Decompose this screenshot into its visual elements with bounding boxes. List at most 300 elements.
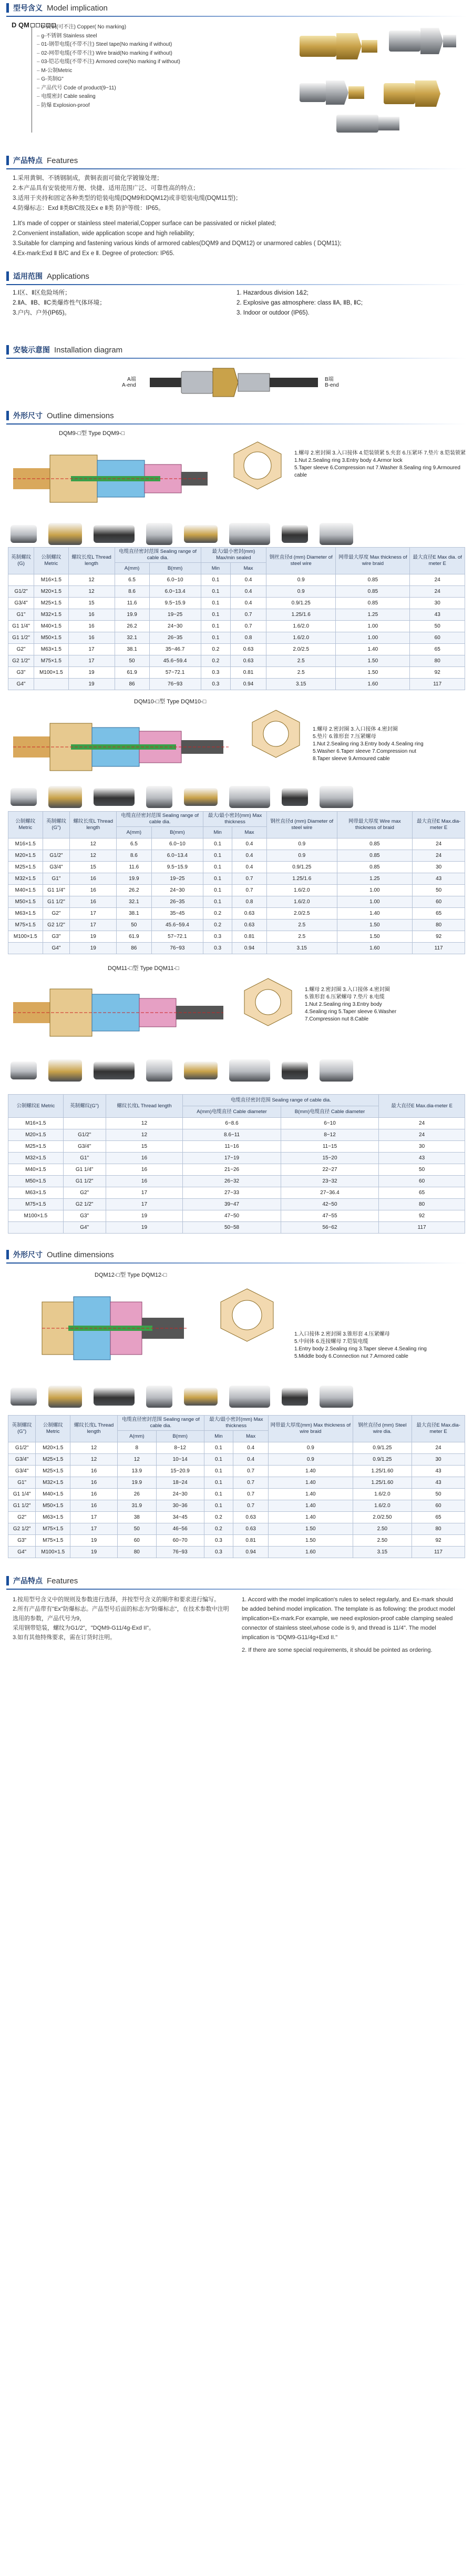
dqm10-spec-table	[8, 811, 465, 954]
outline-section-2	[0, 1247, 473, 1264]
table-cell: M25×1.5	[36, 1454, 70, 1466]
table-cell: 1.40	[337, 908, 413, 920]
table-cell: M20×1.5	[8, 1129, 64, 1141]
table-cell: 1.40	[269, 1466, 353, 1477]
part-photo	[94, 788, 135, 806]
table-header-cell: 最大直径E Max.dia-meter E	[412, 1416, 465, 1442]
feature-cn-line: 3.适用于夹持和固定各种类型的铠装电缆(DQM9和DQM12)或非铠装电缆(DQM11型)；	[13, 195, 242, 201]
table-cell: 0.81	[233, 1535, 269, 1547]
table-cell: 117	[412, 1547, 465, 1558]
table-cell: 26~35	[151, 896, 203, 908]
table-cell: 0.9/1.25	[353, 1454, 412, 1466]
table-cell: M50×1.5	[8, 896, 43, 908]
table-cell: M63×1.5	[8, 908, 43, 920]
table-cell: G3/4"	[8, 1454, 36, 1466]
table-row	[8, 1164, 465, 1176]
table-cell: 0.4	[232, 862, 267, 873]
model-lines	[37, 23, 180, 110]
table-cell: 50	[412, 1489, 465, 1500]
table-header-cell: 最大/最小密封(mm) Max thickness	[203, 812, 267, 827]
table-cell: 76~93	[151, 943, 203, 954]
part-photo	[11, 525, 37, 543]
outline2-heading-cn: 外形尺寸	[13, 1251, 43, 1259]
table-cell: 0.1	[201, 632, 230, 644]
table-cell: M25×1.5	[34, 598, 68, 609]
table-row	[8, 1454, 465, 1466]
table-cell: 8~12	[281, 1129, 378, 1141]
table-row	[8, 1118, 465, 1129]
table-cell: G2 1/2"	[63, 1199, 106, 1210]
table-cell	[63, 1118, 106, 1129]
table-row	[8, 574, 465, 586]
table-cell: 17	[68, 655, 115, 667]
table-cell: 0.1	[203, 896, 232, 908]
table-cell: 76~93	[156, 1547, 204, 1558]
table-row	[8, 931, 465, 943]
model-diagram	[0, 17, 473, 148]
table-row	[8, 1222, 465, 1234]
table-cell: M16×1.5	[8, 839, 43, 850]
table-cell: 15	[70, 862, 117, 873]
table-cell: 80	[379, 1199, 465, 1210]
part-photo	[146, 1386, 172, 1408]
outline2-heading-en: Outline dimensions	[47, 1250, 114, 1259]
table-row	[8, 1176, 465, 1187]
table-cell: 0.2	[203, 908, 232, 920]
table-cell: 0.1	[204, 1454, 233, 1466]
part-photo	[48, 1059, 82, 1082]
table-cell: 21~26	[183, 1164, 281, 1176]
table-cell: 11.6	[117, 862, 151, 873]
table-cell: 0.63	[233, 1512, 269, 1523]
part-photo	[184, 525, 218, 543]
table-cell: 0.85	[336, 598, 410, 609]
table-cell: G3"	[8, 1535, 36, 1547]
table-header-cell: 最大/最小密封(mm) Max/min sealed	[201, 548, 266, 563]
table-cell: 24	[413, 839, 465, 850]
table-cell: M100×1.5	[34, 667, 68, 679]
table-cell: 12	[106, 1129, 183, 1141]
outline-heading-2	[0, 1247, 473, 1262]
table-cell: M40×1.5	[34, 621, 68, 632]
table-cell: M25×1.5	[8, 1141, 64, 1153]
table-cell: 18~24	[156, 1477, 204, 1489]
table-cell: 0.1	[203, 873, 232, 885]
model-line: – M-公制Metric	[37, 67, 180, 76]
table-row	[8, 1547, 465, 1558]
table-cell: 42~50	[281, 1199, 378, 1210]
installation-section	[0, 342, 473, 406]
table-cell: 1.6/2.0	[266, 632, 336, 644]
table-cell: 56~62	[281, 1222, 378, 1234]
part-photo	[229, 786, 270, 808]
table-cell: 0.3	[203, 931, 232, 943]
outline-section	[0, 408, 473, 425]
notes-heading-cn: 产品特点	[13, 1577, 43, 1585]
table-cell: M32×1.5	[36, 1477, 70, 1489]
table-cell: M25×1.5	[8, 862, 43, 873]
table-cell: 19	[106, 1222, 183, 1234]
table-cell: 1.60	[269, 1547, 353, 1558]
part-photo	[48, 523, 82, 545]
dqm10-section-drawing	[8, 708, 234, 786]
installation-heading-cn: 安装示意图	[13, 346, 50, 355]
table-cell: 0.1	[203, 839, 232, 850]
table-cell: 19	[70, 943, 117, 954]
dqm11-spec-table	[8, 1094, 465, 1234]
table-header-cell: 英制螺纹(G")	[8, 1416, 36, 1442]
table-row	[8, 1523, 465, 1535]
table-cell: M32×1.5	[34, 609, 68, 621]
table-cell: 0.9	[269, 1454, 353, 1466]
outline-heading	[0, 408, 473, 423]
table-header-cell: 公制螺纹 Metric	[34, 548, 68, 574]
heading-bar	[6, 3, 9, 13]
dqm11-parts-photo	[11, 1057, 353, 1084]
table-header-cell: 英制螺纹(G")	[63, 1095, 106, 1118]
table-cell: 0.81	[231, 667, 266, 679]
type-dqm9-label: DQM9-□型 Type DQM9-□	[59, 430, 125, 437]
table-cell: 0.85	[337, 862, 413, 873]
table-cell: 8	[118, 1442, 157, 1454]
table-row	[8, 1187, 465, 1199]
table-cell: 80	[118, 1547, 157, 1558]
table-cell: 32.1	[117, 896, 151, 908]
table-cell: 45.6~59.4	[151, 920, 203, 931]
part-photo	[282, 788, 308, 806]
table-cell: 16	[68, 621, 115, 632]
dqm10-end-view	[247, 708, 305, 760]
caption-line: 5.Washer 6.Taper sleeve 7.Compression nut	[313, 749, 416, 754]
table-cell: 0.9/1.25	[266, 598, 336, 609]
table-cell: 1.6/2.0	[353, 1500, 412, 1512]
table-cell: M40×1.5	[8, 1164, 64, 1176]
table-cell: 1.6/2.0	[267, 885, 337, 896]
table-cell: 27~36.4	[281, 1187, 378, 1199]
applications-columns	[0, 285, 473, 321]
table-cell: 46~56	[156, 1523, 204, 1535]
table-cell: M32×1.5	[8, 873, 43, 885]
table-cell: 60	[413, 896, 465, 908]
type-dqm12-label: DQM12-□型 Type DQM12-□	[95, 1272, 167, 1278]
table-cell: G1"	[8, 609, 34, 621]
table-row	[8, 1199, 465, 1210]
table-row	[8, 598, 465, 609]
table-row	[8, 885, 465, 896]
application-cn-line: 2.ⅡA、ⅡB、ⅡC类爆炸性气体环境；	[13, 300, 106, 306]
feature-cn-line: 4.防爆标志：Exd Ⅱ类B/C级及Ex e Ⅱ类 防护等级：IP65。	[13, 205, 164, 211]
table-cell: G2"	[8, 1512, 36, 1523]
table-cell: 31.9	[118, 1500, 157, 1512]
caption-line: 1.Nut 2.Sealing ring 3.Entry body	[305, 1002, 382, 1007]
table-cell: 0.1	[203, 862, 232, 873]
table-cell: 92	[412, 1535, 465, 1547]
table-cell	[43, 839, 70, 850]
table-cell: 0.1	[201, 598, 230, 609]
table-header-cell: 英制螺纹(G")	[43, 812, 70, 839]
table-cell: M50×1.5	[36, 1500, 70, 1512]
table-cell: 26.2	[115, 621, 149, 632]
table-row	[8, 862, 465, 873]
caption-line: 1.入口接体 2.密封圈 3.锥形套 4.压紧螺母	[294, 1331, 390, 1337]
table-cell: M75×1.5	[36, 1523, 70, 1535]
table-subheader-cell: Min	[201, 563, 230, 574]
part-photo	[282, 1062, 308, 1079]
part-photo	[282, 525, 308, 543]
table-cell: M16×1.5	[8, 1118, 64, 1129]
table-cell: 19	[68, 679, 115, 690]
part-photo	[146, 786, 172, 808]
table-subheader-cell: B(mm)	[151, 827, 203, 839]
table-cell: 0.2	[203, 920, 232, 931]
table-cell: 6.0~10	[149, 574, 201, 586]
table-cell: G1 1/4"	[8, 1489, 36, 1500]
table-cell: M63×1.5	[34, 644, 68, 655]
model-line: – g-不锈钢 Stainless steel	[37, 32, 180, 41]
table-cell: G1/2"	[43, 850, 70, 862]
table-row	[8, 1512, 465, 1523]
table-cell: 22~27	[281, 1164, 378, 1176]
table-cell: 0.4	[233, 1454, 269, 1466]
table-row	[8, 1477, 465, 1489]
table-row	[8, 609, 465, 621]
table-cell: 43	[413, 873, 465, 885]
table-cell: 1.25	[337, 873, 413, 885]
table-cell: 0.1	[203, 850, 232, 862]
table-cell: 12	[70, 839, 117, 850]
table-cell: 43	[412, 1477, 465, 1489]
table-cell: 0.85	[337, 839, 413, 850]
table-cell: 24	[410, 586, 465, 598]
table-cell: 26.2	[117, 885, 151, 896]
table-cell: 24~30	[156, 1489, 204, 1500]
table-cell: 2.50	[353, 1535, 412, 1547]
table-row	[8, 943, 465, 954]
application-cn-line: 3.户内、户外(IP65)。	[13, 310, 70, 316]
dqm11-caption	[305, 986, 468, 1023]
feature-cn-line: 1.采用黄铜、不锈钢制成，黄铜表面可做化学镀镍处理；	[13, 175, 163, 181]
table-cell: 17	[106, 1187, 183, 1199]
table-cell: 16	[70, 1500, 118, 1512]
table-subheader-cell: B(mm)	[156, 1431, 204, 1442]
dqm9-end-view	[226, 439, 289, 492]
table-cell: 0.9/1.25	[267, 862, 337, 873]
note-cn-line: 采用钢带铠装，螺纹为G1/2"，"DQM9-G11/4g-Exd II"。	[13, 1625, 155, 1631]
table-cell: 0.3	[201, 679, 230, 690]
table-row	[8, 621, 465, 632]
table-row	[8, 1489, 465, 1500]
model-section	[0, 0, 473, 148]
caption-line: 1.螺母 2.密封圈 3.入口接体 4.密封圈	[305, 987, 390, 993]
table-cell: 0.85	[336, 574, 410, 586]
table-cell: 80	[410, 655, 465, 667]
table-cell: 2.5	[267, 931, 337, 943]
table-cell: 57~72.1	[151, 931, 203, 943]
feature-en-line: 1.It's made of copper or stainless steel material,Copper surface can be passivated or nickel plated;	[13, 220, 276, 227]
notes-heading-en: Features	[47, 1576, 78, 1585]
model-heading	[0, 0, 473, 16]
table-cell: 16	[70, 1466, 118, 1477]
table-cell: 60	[410, 632, 465, 644]
table-cell: 0.2	[204, 1512, 233, 1523]
table-cell: G1/2"	[8, 586, 34, 598]
table-cell: M75×1.5	[36, 1535, 70, 1547]
table-cell: M100×1.5	[8, 1210, 64, 1222]
caption-line: 1.Entry body 2.Sealing ring 3.Taper sleeve 4.Sealing ring	[294, 1346, 427, 1352]
table-cell: 0.9	[266, 574, 336, 586]
table-cell: M50×1.5	[8, 1176, 64, 1187]
table-cell: G2"	[8, 644, 34, 655]
table-cell: 0.1	[201, 586, 230, 598]
caption-line: 5.Middle body 6.Connection nut 7.Armored cable	[294, 1353, 408, 1359]
table-cell: 60	[412, 1500, 465, 1512]
table-cell: 16	[70, 1489, 118, 1500]
table-cell: 15~20.9	[156, 1466, 204, 1477]
dqm12-caption	[294, 1331, 468, 1360]
part-photo	[184, 1062, 218, 1079]
table-cell: 6.0~13.4	[151, 850, 203, 862]
table-cell: 16	[70, 873, 117, 885]
table-cell: 0.94	[232, 943, 267, 954]
table-cell: 0.4	[231, 574, 266, 586]
table-cell: 2.5	[267, 920, 337, 931]
heading-bar	[6, 1250, 9, 1259]
table-cell: 17	[70, 1512, 118, 1523]
dqm9-section-drawing	[8, 439, 213, 518]
table-cell: 12	[106, 1118, 183, 1129]
dqm12-end-view	[215, 1286, 279, 1344]
table-header-cell: 钢丝直径d (mm) Diameter of steel wire	[267, 812, 337, 839]
table-cell: 117	[410, 679, 465, 690]
table-cell: 6~8.6	[183, 1118, 281, 1129]
table-cell: M75×1.5	[8, 1199, 64, 1210]
table-cell: 65	[413, 908, 465, 920]
table-cell: 2.5	[266, 667, 336, 679]
model-line: – 电缆密封 Cable sealing	[37, 93, 180, 102]
table-cell: G1"	[63, 1153, 106, 1164]
dqm9-caption	[294, 450, 468, 479]
notes-en	[242, 1595, 460, 1658]
feature-en-line: 3.Suitable for clamping and fastening various kinds of armored cables(DQM9 and DQM12) or unarmored cables ( DQM11);	[13, 240, 342, 247]
model-line: – 02-网带电缆(不带不注) Wire braid(No marking if without)	[37, 49, 180, 58]
dqm9-spec-table	[8, 547, 465, 690]
table-subheader-cell: A(mm)电缆直径 Cable diameter	[183, 1106, 281, 1118]
table-cell: G1 1/4"	[43, 885, 70, 896]
caption-line: 5.中间体 6.连接螺母 7.铠装电缆	[294, 1339, 368, 1345]
part-photo	[48, 786, 82, 808]
table-cell: 1.60	[336, 679, 410, 690]
table-cell: 15	[68, 598, 115, 609]
notes-cn	[13, 1595, 231, 1658]
table-cell: 0.63	[233, 1523, 269, 1535]
table-cell: 0.7	[231, 609, 266, 621]
table-cell: 43	[410, 609, 465, 621]
table-cell: 16	[70, 885, 117, 896]
table-cell: G1 1/2"	[8, 1500, 36, 1512]
table-header-cell: 公制螺纹E Metric	[8, 1095, 64, 1118]
table-cell: 50	[410, 621, 465, 632]
table-cell: G1"	[8, 1477, 36, 1489]
note-cn-line: 2.所有产品带有"Ex"防爆标志。产品型号后面的标志为"防爆标志"，在技术参数中注明选用的参数，产品代号为9，	[13, 1606, 229, 1622]
part-photo	[282, 1388, 308, 1406]
table-cell: 32.1	[115, 632, 149, 644]
table-cell: 1.00	[336, 632, 410, 644]
table-cell: 2.0/2.50	[353, 1512, 412, 1523]
table-row	[8, 655, 465, 667]
table-cell: 19.9	[117, 873, 151, 885]
table-cell: 45.6~59.4	[149, 655, 201, 667]
heading-bar	[6, 156, 9, 165]
caption-line: 1.螺母 2.密封圈 3.入口接体 4.密封圈	[313, 726, 398, 732]
table-header-cell: 钢丝直径d (mm) Diameter of steel wire	[266, 548, 336, 574]
table-cell: 0.85	[337, 850, 413, 862]
table-cell: 1.60	[337, 943, 413, 954]
part-photo	[94, 1388, 135, 1406]
outline-heading-en: Outline dimensions	[47, 411, 114, 420]
caption-line: 1.Nut 2.Sealing ring 3.Entry body 4.Armor lock	[294, 458, 403, 463]
model-line: – G-英制G"	[37, 75, 180, 84]
table-row	[8, 586, 465, 598]
part-photo	[320, 523, 353, 545]
table-header-cell: 网带最大厚度 Max thickness of wire braid	[336, 548, 410, 574]
table-cell: 6.5	[117, 839, 151, 850]
table-header-cell: 最大直径E Max.dia-meter E	[379, 1095, 465, 1118]
table-cell: 0.7	[232, 873, 267, 885]
table-cell: G3"	[43, 931, 70, 943]
table-row	[8, 839, 465, 850]
table-cell: 1.50	[336, 655, 410, 667]
heading-bar	[6, 1576, 9, 1585]
table-cell: 19	[68, 667, 115, 679]
dqm10-parts-photo	[11, 784, 353, 810]
dqm11-section-drawing	[8, 973, 229, 1052]
table-cell: G1 1/2"	[43, 896, 70, 908]
table-cell: 3.15	[353, 1547, 412, 1558]
table-row	[8, 632, 465, 644]
table-cell: 13.9	[118, 1466, 157, 1477]
table-row	[8, 1500, 465, 1512]
table-cell: 24	[410, 574, 465, 586]
table-cell: 16	[106, 1153, 183, 1164]
table-cell: 65	[410, 644, 465, 655]
features-heading-cn: 产品特点	[13, 157, 43, 165]
table-cell: 24	[413, 850, 465, 862]
table-cell: 57~72.1	[149, 667, 201, 679]
table-cell: M40×1.5	[36, 1489, 70, 1500]
table-cell: 19~25	[149, 609, 201, 621]
table-cell: G3/4"	[43, 862, 70, 873]
table-cell: 1.40	[269, 1489, 353, 1500]
part-photo	[94, 525, 135, 543]
table-cell: 16	[68, 632, 115, 644]
feature-en-line: 2.Convenient installation, wide application scope and high reliability;	[13, 230, 194, 237]
model-line: – 01-钢带电缆(不带不注) Steel tape(No marking if without)	[37, 41, 180, 49]
table-subheader-cell: Max	[231, 563, 266, 574]
table-cell: G2"	[43, 908, 70, 920]
table-cell: 0.63	[232, 908, 267, 920]
table-header-cell: 公制螺纹 Metric	[36, 1416, 70, 1442]
table-cell: M20×1.5	[8, 850, 43, 862]
table-cell: 1.6/2.0	[266, 621, 336, 632]
part-photo	[320, 786, 353, 808]
table-cell: 0.3	[203, 943, 232, 954]
table-cell: 80	[412, 1523, 465, 1535]
table-cell	[8, 943, 43, 954]
table-header-cell: 网带最大厚度 Wire max thickness of braid	[337, 812, 413, 839]
table-cell: 38.1	[115, 644, 149, 655]
table-cell: 1.50	[269, 1523, 353, 1535]
table-cell: 16	[106, 1164, 183, 1176]
